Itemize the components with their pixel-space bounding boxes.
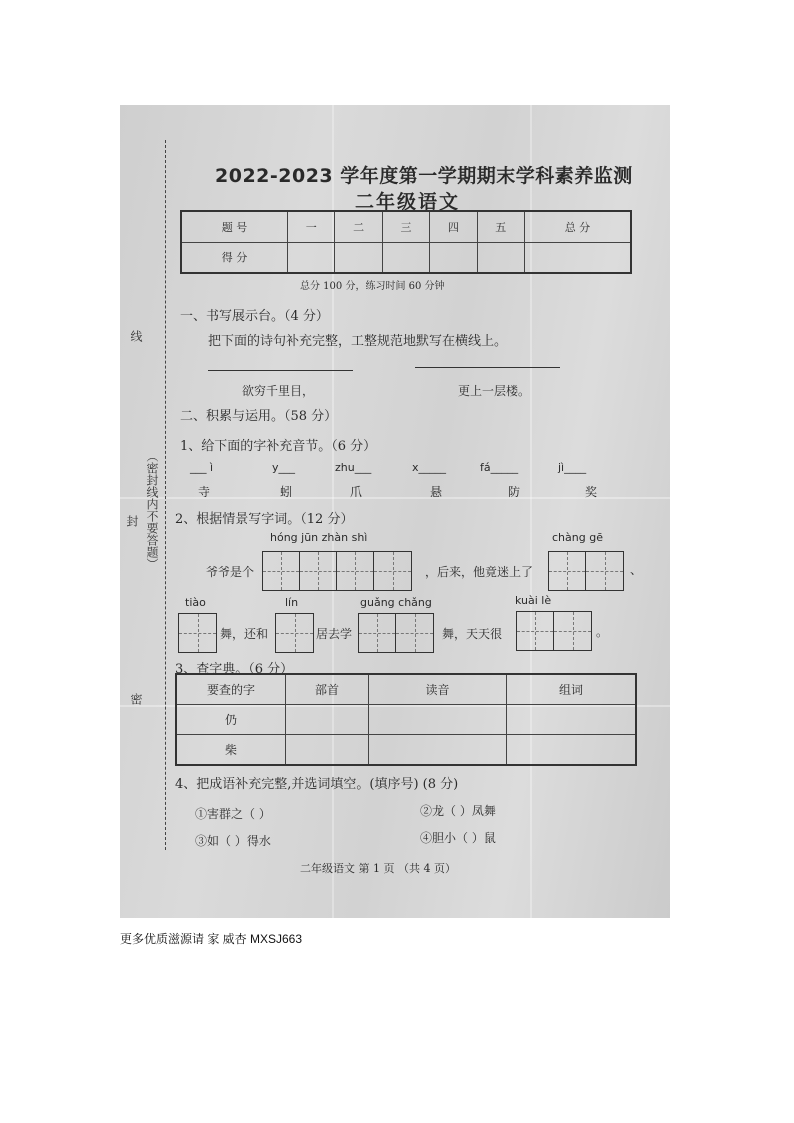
pinyin-blank[interactable]: fá_____ — [480, 461, 519, 474]
q3-heading: 3、查字典。（6 分） — [175, 662, 294, 677]
q2-text: 爷爷是个 — [206, 565, 255, 579]
dictionary-char: 仍 — [176, 705, 286, 735]
q2-text: 居去学 — [316, 627, 353, 641]
q2-heading: 2、根据情景写字词。（12 分） — [175, 512, 354, 527]
q1-char: 奖 — [585, 485, 598, 499]
dictionary-blank[interactable] — [286, 705, 369, 735]
grid-cell[interactable] — [554, 612, 591, 650]
score-header-row — [181, 211, 631, 242]
dictionary-column-header: 读音 — [369, 674, 507, 705]
score-row-label: 得 分 — [181, 242, 288, 273]
pinyin-blank[interactable]: x_____ — [412, 461, 447, 474]
char-grid[interactable] — [275, 613, 314, 653]
idiom-item[interactable]: ②龙（ ）凤舞 — [420, 804, 496, 818]
poem-line-2: 更上一层楼。 — [458, 384, 531, 398]
binding-line — [165, 140, 166, 850]
dictionary-blank[interactable] — [369, 735, 507, 766]
grid-cell[interactable] — [337, 552, 374, 590]
char-grid[interactable] — [178, 613, 217, 653]
grid-cell[interactable] — [396, 614, 433, 652]
q1-char: 悬 — [430, 485, 443, 499]
grid-cell[interactable] — [276, 614, 313, 652]
grid-cell[interactable] — [359, 614, 396, 652]
q4-heading: 4、把成语补充完整,并选词填空。(填序号) (8 分) — [175, 777, 459, 792]
q2-text: 舞，还和 — [220, 627, 269, 641]
grid-cell[interactable] — [263, 552, 300, 590]
pinyin-blank[interactable]: ___ ì — [190, 461, 214, 474]
score-cell: 二 — [335, 211, 382, 242]
dictionary-blank[interactable] — [507, 735, 637, 766]
binding-notice: （密封线内不要答题） — [145, 450, 159, 570]
table-row — [176, 705, 636, 735]
char-grid[interactable] — [548, 551, 624, 591]
pinyin-blank[interactable]: zhu___ — [335, 461, 372, 474]
dictionary-column-header: 要查的字 — [176, 674, 286, 705]
dictionary-char: 柴 — [176, 735, 286, 766]
binding-seal-label: 封 — [125, 515, 139, 527]
dictionary-blank[interactable] — [507, 705, 637, 735]
grid-cell[interactable] — [549, 552, 586, 590]
binding-line-label: 线 — [129, 330, 143, 342]
score-blank[interactable] — [477, 242, 524, 273]
q2-text: ，后来，他竟迷上了 — [425, 565, 534, 579]
q1-char: 爪 — [350, 485, 363, 499]
grid-cell[interactable] — [179, 614, 216, 652]
grid-cell[interactable] — [586, 552, 623, 590]
section2-heading: 二、积累与运用。（58 分） — [180, 409, 338, 424]
section1-instruction: 把下面的诗句补充完整，工整规范地默写在横线上。 — [208, 334, 508, 349]
dictionary-header-row — [176, 674, 636, 705]
q2-pinyin: tiào — [185, 596, 206, 609]
char-grid[interactable] — [262, 551, 412, 591]
dictionary-blank[interactable] — [369, 705, 507, 735]
idiom-item[interactable]: ①害群之（ ） — [195, 807, 271, 821]
score-cell: 五 — [477, 211, 524, 242]
exam-photo — [120, 105, 670, 918]
score-blank[interactable] — [430, 242, 477, 273]
pinyin-blank[interactable]: y___ — [272, 461, 296, 474]
q1-char: 防 — [508, 485, 521, 499]
q1-heading: 1、给下面的字补充音节。（6 分） — [180, 439, 377, 454]
dictionary-column-header: 部首 — [286, 674, 369, 705]
score-cell: 一 — [288, 211, 335, 242]
char-grid[interactable] — [358, 613, 434, 653]
total-note: 总分 100 分，练习时间 60 分钟 — [300, 281, 445, 292]
exam-title: 2022-2023 学年度第一学期期末学科素养监测 — [215, 165, 633, 187]
q1-char: 寺 — [198, 485, 211, 499]
table-row — [176, 735, 636, 766]
binding-secret-label: 密 — [129, 693, 143, 705]
score-cell: 总 分 — [524, 211, 631, 242]
answer-line[interactable] — [415, 367, 560, 368]
q1-char: 蚓 — [280, 485, 293, 499]
dictionary-table — [175, 673, 637, 766]
q2-text: 。 — [596, 625, 609, 639]
score-cell: 三 — [382, 211, 429, 242]
score-value-row — [181, 242, 631, 273]
pinyin-blank[interactable]: jì____ — [558, 461, 587, 474]
grid-cell[interactable] — [374, 552, 411, 590]
idiom-item[interactable]: ④胆小（ ）鼠 — [420, 831, 496, 845]
q2-pinyin: guǎng chǎng — [360, 596, 432, 609]
score-blank[interactable] — [524, 242, 631, 273]
idiom-item[interactable]: ③如（ ）得水 — [195, 834, 271, 848]
q2-text: 舞，天天很 — [442, 627, 503, 641]
grid-cell[interactable] — [517, 612, 554, 650]
score-cell: 题 号 — [181, 211, 288, 242]
section1-heading: 一、书写展示台。（4 分） — [180, 309, 329, 324]
watermark-note: 更多优质滋源请 家 威杏 MXSJ663 — [120, 932, 303, 946]
q2-pinyin: kuài lè — [515, 594, 552, 607]
q2-pinyin: lín — [285, 596, 299, 609]
score-blank[interactable] — [335, 242, 382, 273]
answer-line[interactable] — [208, 370, 353, 371]
score-blank[interactable] — [382, 242, 429, 273]
score-cell: 四 — [430, 211, 477, 242]
page-footer: 二年级语文 第 1 页 （共 4 页） — [300, 862, 456, 875]
q2-text-separator: 、 — [630, 563, 643, 577]
q2-pinyin: hóng jūn zhàn shì — [270, 531, 368, 544]
score-blank[interactable] — [288, 242, 335, 273]
dictionary-column-header: 组词 — [507, 674, 637, 705]
char-grid[interactable] — [516, 611, 592, 651]
poem-line-1: 欲穷千里目， — [242, 384, 315, 398]
score-table — [180, 210, 632, 274]
dictionary-blank[interactable] — [286, 735, 369, 766]
exam-subtitle: 二年级语文 — [355, 191, 461, 213]
grid-cell[interactable] — [300, 552, 337, 590]
q2-pinyin: chàng gē — [552, 531, 603, 544]
